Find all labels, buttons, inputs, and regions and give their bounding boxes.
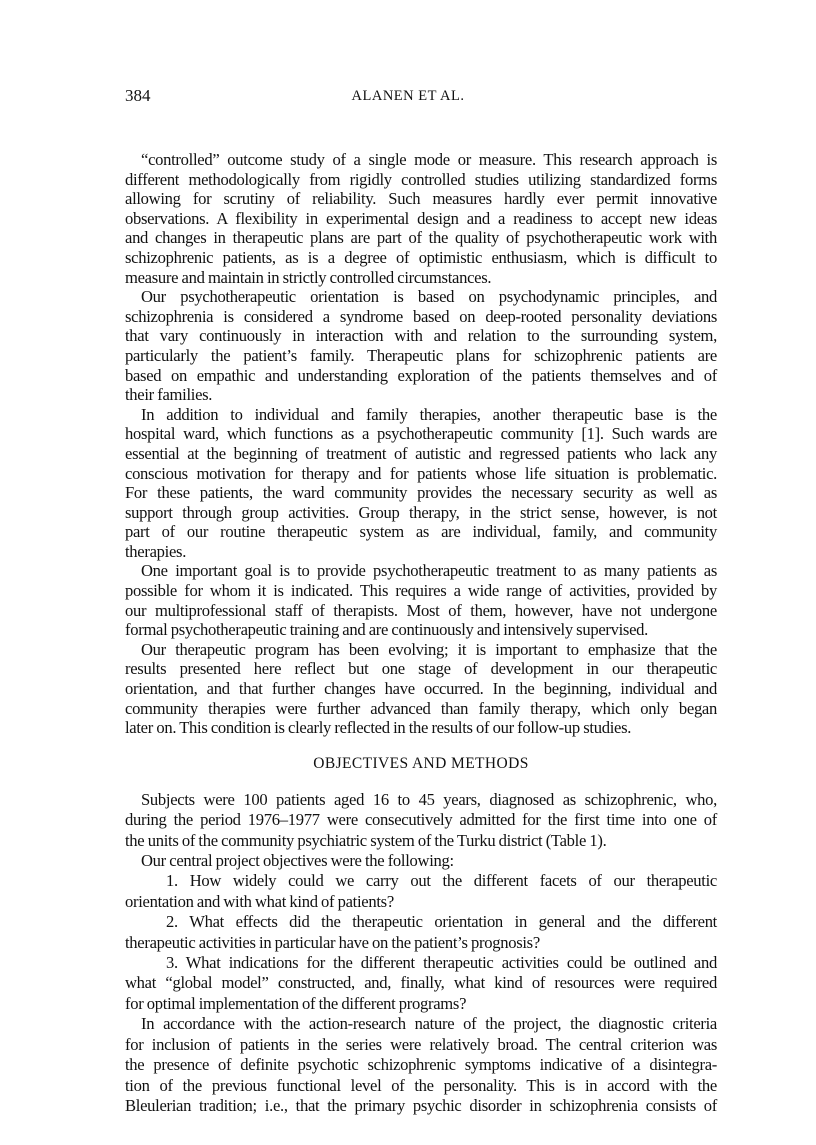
- body-text-section-1: [125, 150, 717, 738]
- text-line: community therapies were further advanced than family therapy, which only began: [125, 698, 717, 718]
- text-line: their families.: [125, 385, 213, 405]
- paragraph: [125, 405, 717, 562]
- text-line: the presence of definite psychotic schizophrenic symptoms indicative of a disintegra-: [125, 1055, 717, 1075]
- page-number: 384: [125, 86, 151, 105]
- text-line: Bleulerian tradition; i.e., that the primary psychic disorder in schizophrenia consists of: [125, 1095, 717, 1115]
- text-line: tion of the previous functional level of the personality. This is in accord with the: [125, 1075, 717, 1095]
- body-text-section-2: [125, 790, 717, 1117]
- paragraph: [125, 790, 717, 851]
- numbered-item: [125, 871, 717, 912]
- numbered-item: [125, 953, 717, 1014]
- paragraph: [125, 1014, 717, 1116]
- text-line: essential at the beginning of treatment of autistic and regressed patients who lack any: [125, 443, 717, 463]
- paragraph: [125, 851, 717, 871]
- paragraph: [125, 561, 717, 639]
- text-line: 1. How widely could we carry out the different facets of our therapeutic: [166, 871, 717, 891]
- text-line: and changes in therapeutic plans are part of the quality of psychotherapeutic work with: [125, 228, 717, 248]
- text-line: 2. What effects did the therapeutic orientation in general and the different: [166, 912, 717, 932]
- text-line: what “global model” constructed, and, finally, what kind of resources were required: [125, 973, 717, 993]
- text-line: possible for whom it is indicated. This requires a wide range of activities, provided by: [125, 581, 717, 601]
- text-line: support through group activities. Group therapy, in the strict sense, however, is not: [125, 502, 717, 522]
- text-line: that vary continuously in interaction with and relation to the surrounding system,: [125, 326, 717, 346]
- text-line: 3. What indications for the different therapeutic activities could be outlined and: [166, 953, 717, 973]
- text-line: later on. This condition is clearly reflected in the results of our follow-up studies.: [125, 718, 632, 738]
- numbered-item: [125, 912, 717, 953]
- text-line: part of our routine therapeutic system as are individual, family, and community: [125, 522, 717, 542]
- paragraph: [125, 640, 717, 738]
- text-line: In addition to individual and family therapies, another therapeutic base is the: [141, 404, 717, 424]
- text-line: based on empathic and understanding exploration of the patients themselves and of: [125, 365, 717, 385]
- text-line: observations. A flexibility in experimental design and a readiness to accept new ideas: [125, 208, 717, 228]
- text-line: allowing for scrutiny of reliability. Such measures hardly ever permit innovative: [125, 189, 717, 209]
- text-line: “controlled” outcome study of a single mode or measure. This research approach is: [141, 150, 717, 169]
- text-line: conscious motivation for therapy and for patients whose life situation is problematic.: [125, 463, 717, 483]
- text-line: schizophrenia is considered a syndrome based on deep-rooted personality deviations: [125, 306, 717, 326]
- text-line: results presented here reflect but one stage of development in our therapeutic: [125, 659, 717, 679]
- text-line: One important goal is to provide psychotherapeutic treatment to as many patients as: [141, 561, 717, 581]
- text-line: for inclusion of patients in the series were relatively broad. The central criterion was: [125, 1034, 717, 1054]
- text-line: during the period 1976–1977 were consecutively admitted for the first time into one of: [125, 810, 717, 830]
- text-line: For these patients, the ward community provides the necessary security as well as: [125, 483, 717, 503]
- text-line: the units of the community psychiatric system of the Turku district (Table 1).: [125, 830, 607, 850]
- running-head: ALANEN ET AL.: [351, 88, 465, 104]
- text-line: hospital ward, which functions as a psychotherapeutic community [1]. Such wards are: [125, 424, 717, 444]
- text-line: Our psychotherapeutic orientation is based on psychodynamic principles, and: [141, 287, 717, 307]
- text-line: Our therapeutic program has been evolving; it is important to emphasize that the: [141, 639, 717, 659]
- text-line: Our central project objectives were the following:: [141, 851, 454, 871]
- text-line: particularly the patient’s family. Therapeutic plans for schizophrenic patients are: [125, 345, 717, 365]
- text-line: schizophrenic patients, as is a degree of optimistic enthusiasm, which is difficult to: [125, 247, 717, 267]
- text-line: therapeutic activities in particular have on the patient’s prognosis?: [125, 932, 540, 952]
- text-line: orientation and with what kind of patients?: [125, 891, 394, 911]
- text-line: orientation, and that further changes have occurred. In the beginning, individual and: [125, 679, 717, 699]
- text-line: formal psychotherapeutic training and are continuously and intensively supervised.: [125, 620, 648, 640]
- text-column: [125, 150, 717, 1116]
- text-line: Subjects were 100 patients aged 16 to 45 years, diagnosed as schizophrenic, who,: [141, 789, 717, 809]
- text-line: In accordance with the action-research nature of the project, the diagnostic criteria: [141, 1014, 717, 1034]
- paragraph: [125, 150, 717, 287]
- text-line: measure and maintain in strictly controlled circumstances.: [125, 267, 492, 287]
- paragraph: [125, 287, 717, 405]
- text-line: different methodologically from rigidly controlled studies utilizing standardized forms: [125, 169, 717, 189]
- section-heading: OBJECTIVES AND METHODS: [313, 754, 529, 772]
- text-line: our multiprofessional staff of therapists. Most of them, however, have not undergone: [125, 600, 717, 620]
- text-line: therapies.: [125, 541, 187, 561]
- text-line: for optimal implementation of the different programs?: [125, 993, 467, 1013]
